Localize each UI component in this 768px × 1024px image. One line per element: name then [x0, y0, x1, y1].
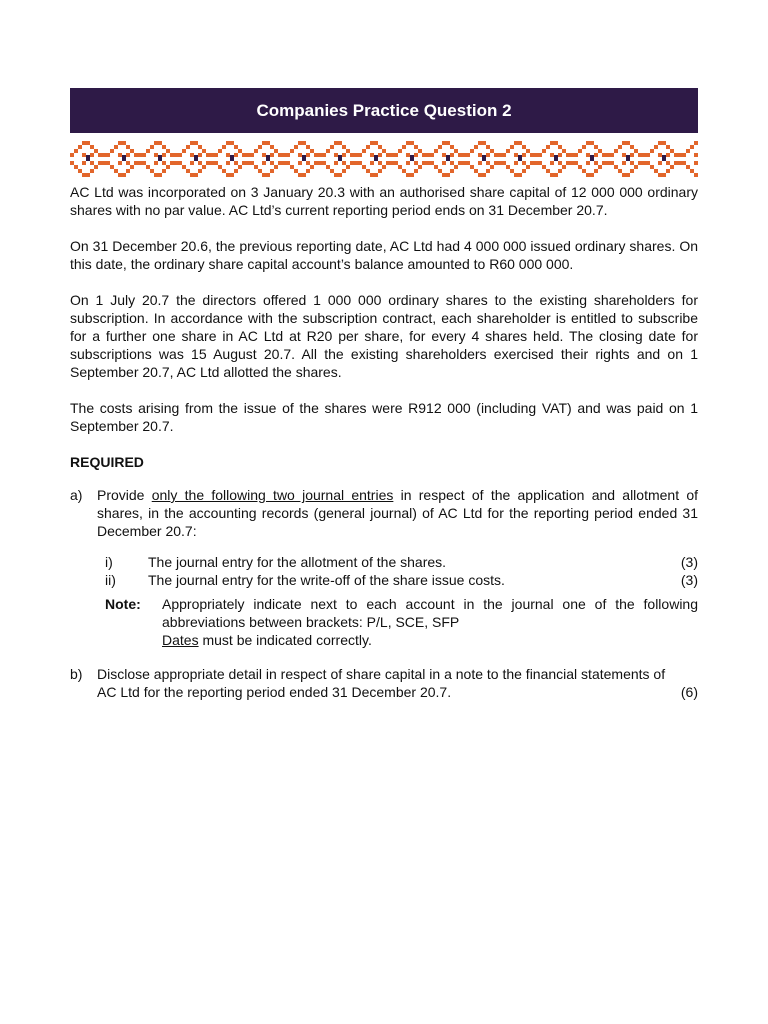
item-text: The journal entry for the allotment of the shares.: [148, 554, 447, 570]
question-a-text: [97, 486, 698, 540]
question-content: [70, 183, 698, 701]
note-dates-rest: must be indicated correctly.: [198, 632, 372, 648]
note-text: Appropriately indicate next to each account in the journal one of the following abbreviations between brackets: P/L, SCE, SFP: [162, 596, 698, 630]
page-title: Companies Practice Question 2: [256, 100, 512, 120]
question-a-text-after: in respect of the application and allotment of shares, in the accounting records (general journal) of AC Ltd for the reporting period ended 31 December 20.7:: [97, 487, 699, 539]
question-b-letter: b): [70, 666, 83, 682]
question-b: [70, 665, 698, 701]
question-a: [70, 486, 698, 665]
paragraph-rights-offer: On 1 July 20.7 the directors offered 1 000 000 ordinary shares to the existing shareholders for subscription. In accordance with the subscription contract, each shareholder is entitled to subscribe for a further one share in AC Ltd at R20 per share, for every 4 shares held. The closing date for subscriptions was 15 August 20.7. All the existing shareholders exercised their rights and on 1 September 20.7, AC Ltd allotted the shares.: [70, 292, 698, 380]
question-a-letter: a): [70, 487, 83, 503]
item-number: ii): [105, 572, 116, 588]
question-b-body: [97, 665, 698, 701]
question-a-underlined-text: only the following two journal entries: [151, 487, 394, 503]
question-b-text-line2: AC Ltd for the reporting period ended 31 December 20.7.: [97, 684, 452, 700]
question-b-last-line: [97, 683, 698, 701]
note-body: [162, 595, 698, 649]
title-banner: [70, 88, 698, 133]
decorative-pattern-border: [70, 139, 698, 177]
item-marks: (3): [680, 572, 698, 588]
question-a-body: [97, 486, 698, 665]
question-a-items: [105, 553, 698, 589]
required-heading: REQUIRED: [70, 454, 144, 470]
list-item: [105, 571, 698, 589]
paragraph-previous-reporting: On 31 December 20.6, the previous reporting date, AC Ltd had 4 000 000 issued ordinary shares. On this date, the ordinary share capital account’s balance amounted to R60 000 000.: [70, 238, 698, 272]
note-dates-underlined: Dates: [162, 632, 199, 648]
paragraph-incorporation: AC Ltd was incorporated on 3 January 20.3 with an authorised share capital of 12 000 000 ordinary shares with no par value. AC Ltd’s current reporting period ends on 31 December 20.7.: [70, 184, 698, 218]
paragraph-issue-costs: The costs arising from the issue of the shares were R912 000 (including VAT) and was paid on 1 September 20.7.: [70, 400, 698, 434]
list-item: [105, 553, 698, 571]
question-a-text-before: Provide: [97, 487, 152, 503]
note-label: Note:: [105, 596, 141, 612]
item-text: The journal entry for the write-off of the share issue costs.: [148, 572, 505, 588]
note-block: [105, 595, 698, 649]
question-b-text-line1: Disclose appropriate detail in respect of share capital in a note to the financial statements of: [97, 666, 666, 682]
question-b-marks: (6): [680, 684, 698, 700]
item-marks: (3): [680, 554, 698, 570]
item-number: i): [105, 554, 113, 570]
note-dates: [162, 631, 698, 649]
